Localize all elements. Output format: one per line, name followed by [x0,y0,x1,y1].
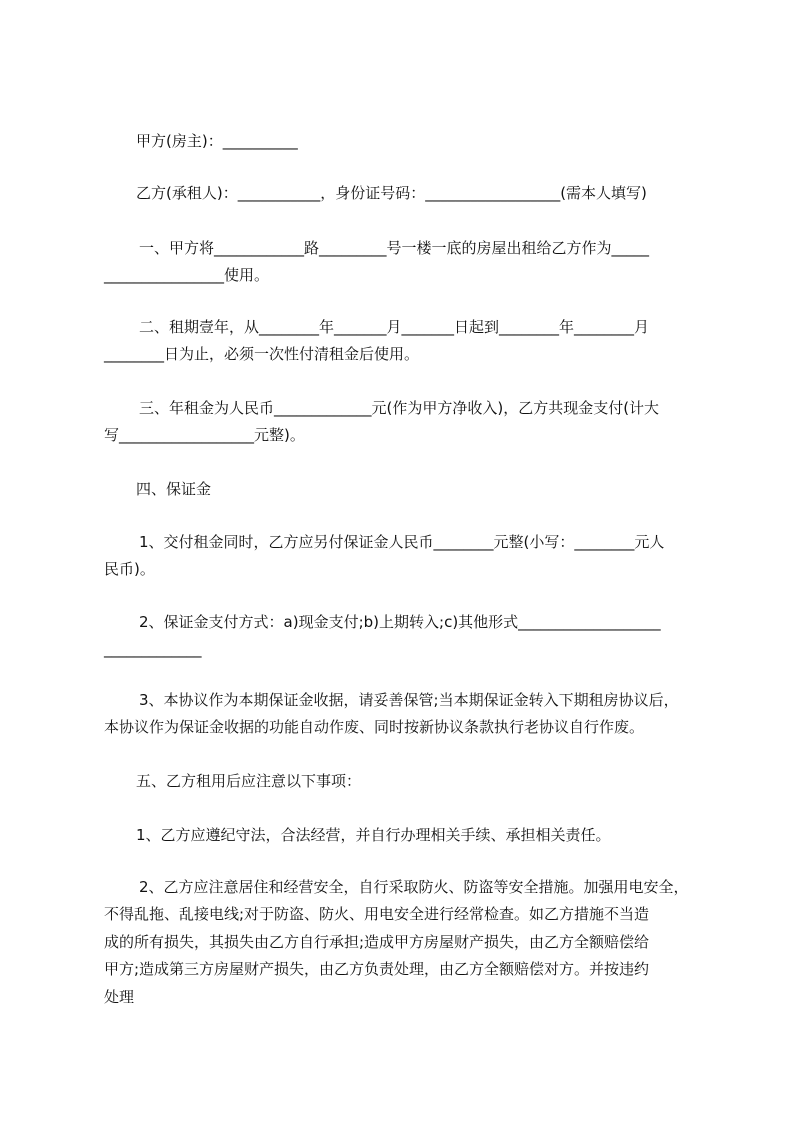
item2-line1: 二、租期壹年，从________年_______月_______日起到________年________月 [139,318,650,336]
party-b-line: 乙方(承租人)：___________，身份证号码：__________________(需本人填写) [136,184,647,202]
item1-line1: 一、甲方将____________路_________号一楼一底的房屋出租给乙方作为_____ [139,239,650,257]
item4-title: 四、保证金 [136,480,212,498]
item5-2-line4: 甲方;造成第三方房屋财产损失，由乙方负责处理，由乙方全额赔偿对方。并按违约 [104,960,650,978]
item5-2-line3: 成的所有损失，其损失由乙方自行承担;造成甲方房屋财产损失，由乙方全额赔偿给 [104,933,650,951]
item5-2-line1: 2、乙方应注意居住和经营安全，自行采取防火、防盗等安全措施。加强用电安全， [139,878,689,896]
item3-line2: 写__________________元整)。 [104,426,305,444]
item5-title: 五、乙方租用后应注意以下事项： [136,772,362,790]
item4-2-line2: _____________ [104,640,202,658]
item3-line1: 三、年租金为人民币_____________元(作为甲方净收入)，乙方共现金支付(计大 [139,399,660,417]
item4-2-line1: 2、保证金支付方式：a)现金支付;b)上期转入;c)其他形式___________________ [139,613,661,631]
item4-3-line2: 本协议作为保证金收据的功能自动作废、同时按新协议条款执行老协议自行作废。 [104,718,645,736]
item4-1-line1: 1、交付租金同时，乙方应另付保证金人民币________元整(小写：________元人 [139,533,665,551]
item1-line2: ________________使用。 [104,266,270,284]
item5-2-line5: 处理 [104,988,135,1006]
item5-2-line2: 不得乱拖、乱接电线;对于防盗、防火、用电安全进行经常检查。如乙方措施不当造 [104,905,650,923]
item4-3-line1: 3、本协议作为本期保证金收据，请妥善保管;当本期保证金转入下期租房协议后， [139,691,679,709]
party-a-line: 甲方(房主)：__________ [136,132,298,150]
item5-1-line: 1、乙方应遵纪守法，合法经营，并自行办理相关手续、承担相关责任。 [136,826,611,844]
item4-1-line2: 民币)。 [104,560,155,578]
item2-line2: ________日为止，必须一次性付清租金后使用。 [104,345,420,363]
